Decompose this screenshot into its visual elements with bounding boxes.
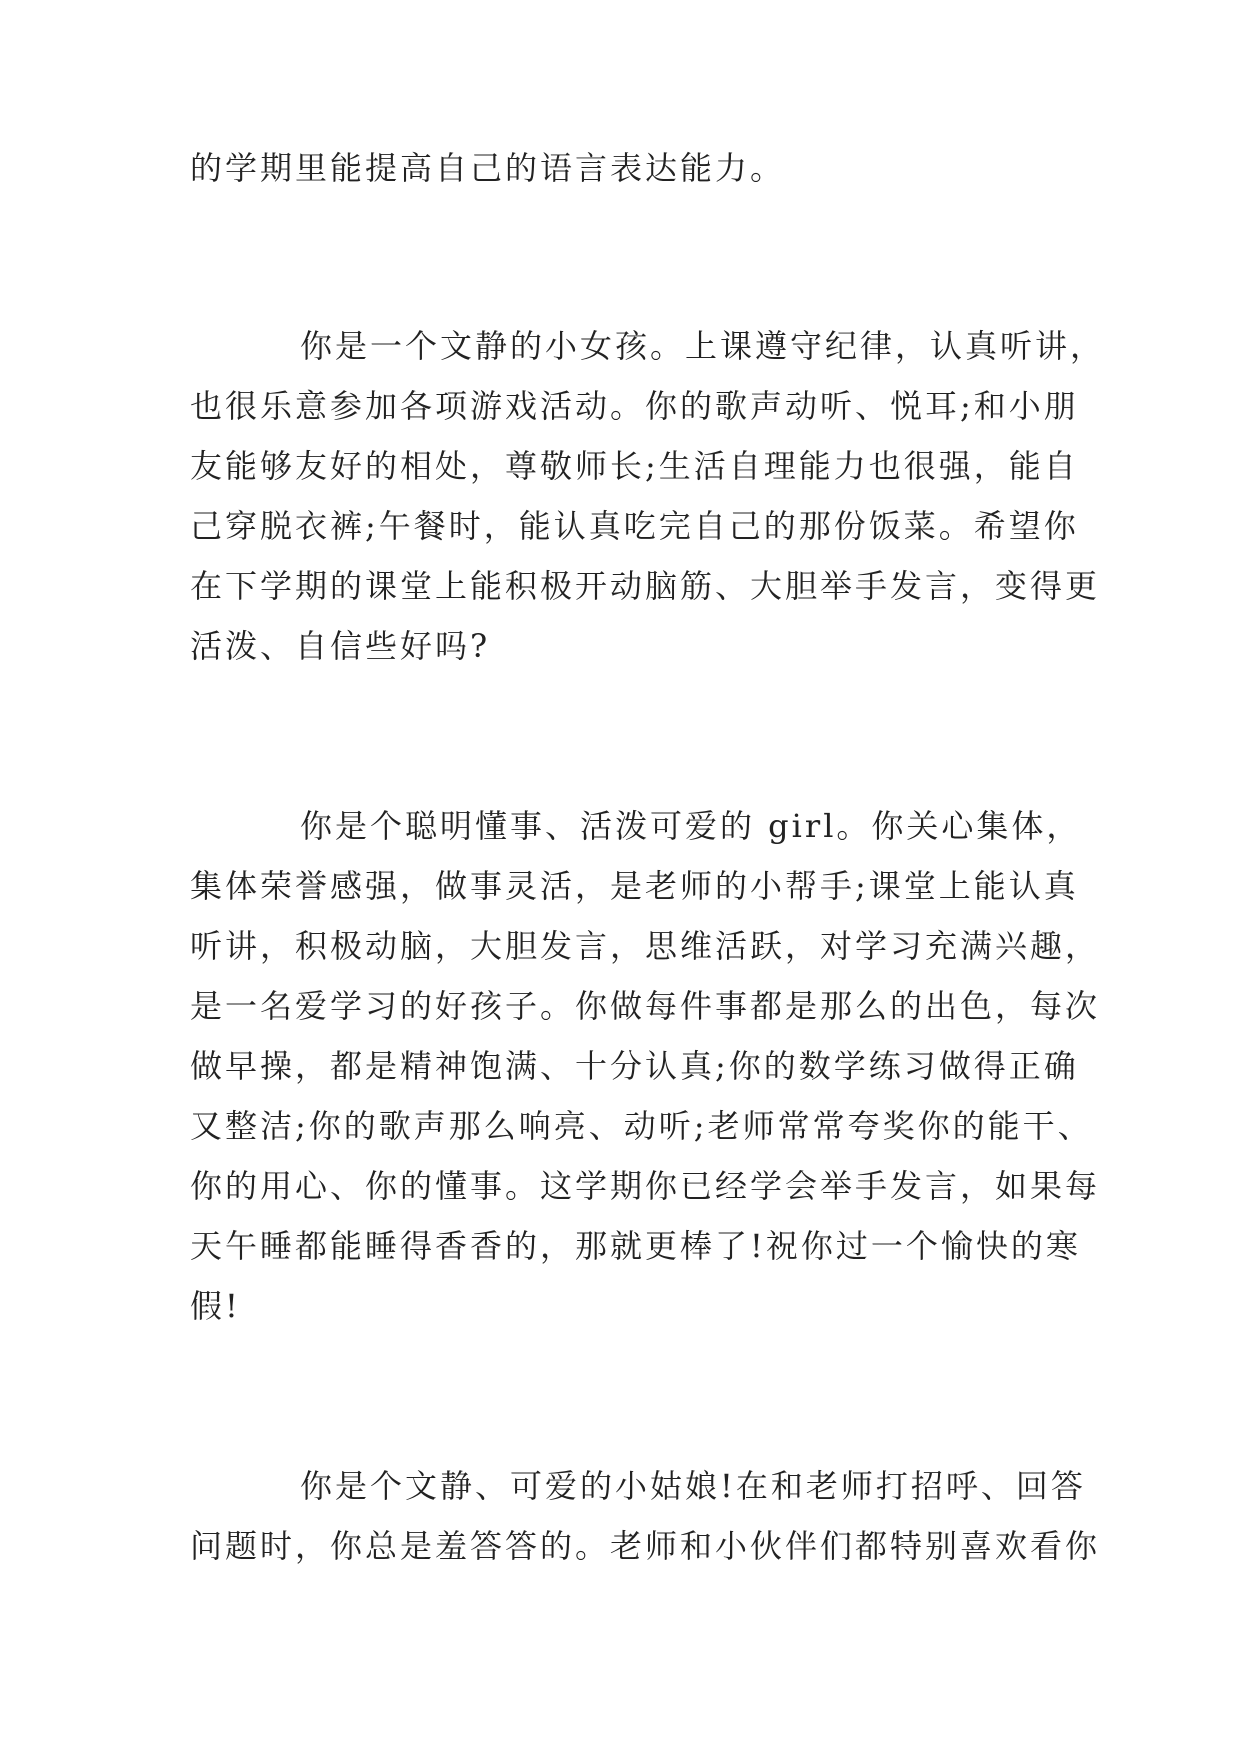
text-line: 在下学期的课堂上能积极开动脑筋、大胆举手发言，变得更 — [190, 567, 1101, 605]
text-line: 你的用心、你的懂事。这学期你已经学会举手发言，如果每 — [190, 1167, 1101, 1205]
text-line: 听讲，积极动脑，大胆发言，思维活跃，对学习充满兴趣， — [190, 927, 1101, 965]
text-line: 问题时，你总是羞答答的。老师和小伙伴们都特别喜欢看你 — [190, 1527, 1101, 1565]
text-line: 你是一个文静的小女孩。上课遵守纪律，认真听讲， — [300, 327, 1106, 365]
text-line: 假! — [190, 1287, 241, 1325]
text-line: 是一名爱学习的好孩子。你做每件事都是那么的出色，每次 — [190, 987, 1101, 1025]
text-line: 天午睡都能睡得香香的，那就更棒了!祝你过一个愉快的寒 — [190, 1227, 1081, 1265]
text-line: 做早操，都是精神饱满、十分认真;你的数学练习做得正确 — [190, 1047, 1079, 1085]
text-line: 的学期里能提高自己的语言表达能力。 — [190, 149, 786, 187]
text-line: 也很乐意参加各项游戏活动。你的歌声动听、悦耳;和小朋 — [190, 387, 1079, 425]
text-line: 己穿脱衣裤;午餐时，能认真吃完自己的那份饭菜。希望你 — [190, 507, 1079, 545]
text-line: 你是个文静、可爱的小姑娘!在和老师打招呼、回答 — [300, 1467, 1086, 1505]
text-line: 集体荣誉感强，做事灵活，是老师的小帮手;课堂上能认真 — [190, 867, 1079, 905]
text-line: 友能够友好的相处，尊敬师长;生活自理能力也很强，能自 — [190, 447, 1079, 485]
text-line: 活泼、自信些好吗? — [190, 627, 491, 665]
text-line: 你是个聪明懂事、活泼可爱的 girl。你关心集体， — [300, 807, 1082, 845]
text-line: 又整洁;你的歌声那么响亮、动听;老师常常夸奖你的能干、 — [190, 1107, 1093, 1145]
